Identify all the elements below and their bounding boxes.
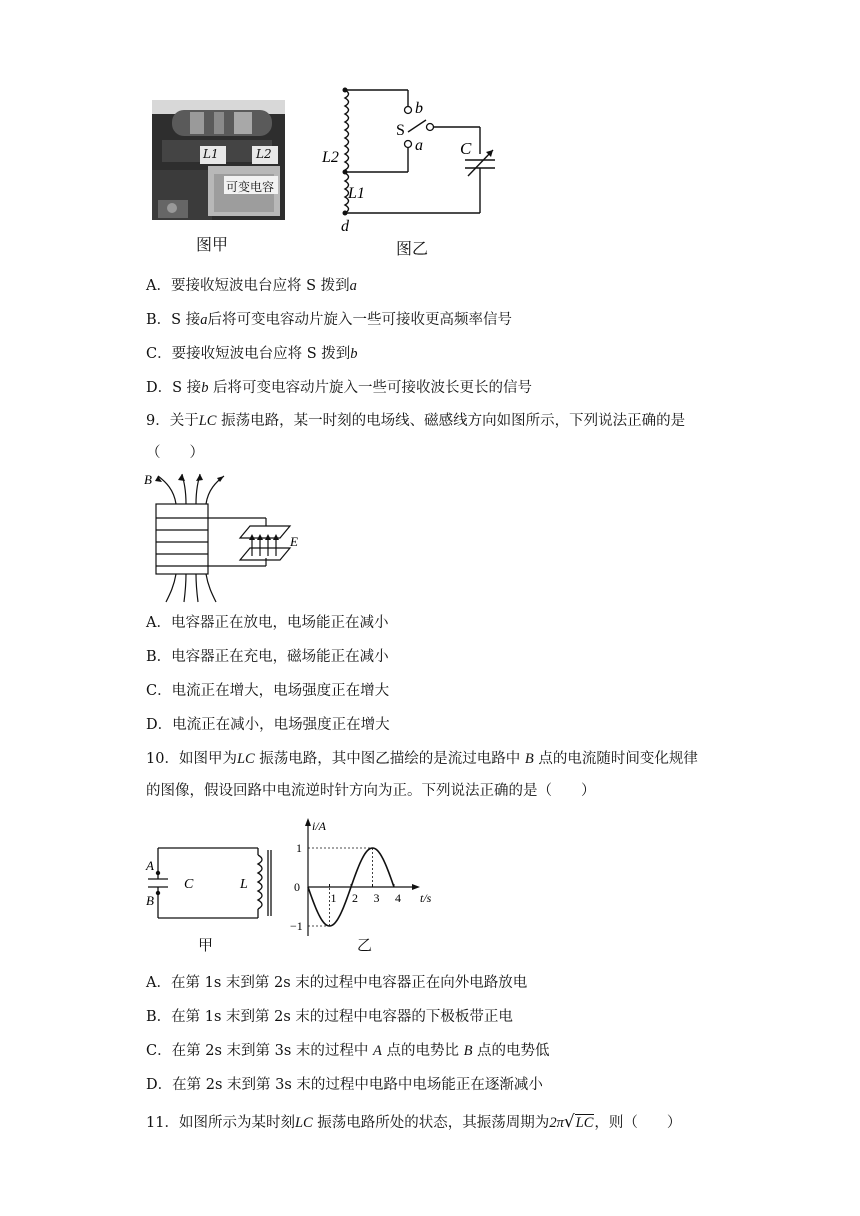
q9-number: 9．关于: [146, 413, 199, 429]
q11-number: 11．如图所示为某时刻: [146, 1115, 295, 1131]
formula-coefficient: 2π: [549, 1115, 564, 1131]
lc-circuit-caption: 甲: [198, 936, 214, 954]
q10-number: 10．如图甲为: [146, 751, 237, 767]
option-letter: D．: [146, 380, 173, 396]
option-text: 在第 2s 末到第 3s 末的过程中: [171, 1043, 373, 1059]
tuning-circuit-diagram: [310, 80, 510, 260]
q8-option-b: [146, 310, 512, 330]
q9-option-c: [146, 681, 389, 701]
y-tick-label: −1: [290, 919, 303, 933]
x-tick-label: 4: [395, 891, 401, 905]
current-time-graph: [286, 816, 446, 946]
q10-text: 振荡电路，其中图乙描绘的是流过电路中: [254, 751, 525, 767]
option-text-post: 点的电势低: [472, 1043, 550, 1059]
option-letter: C．: [146, 346, 172, 362]
label-d: d: [341, 218, 349, 235]
label-c: C: [460, 139, 472, 158]
option-text: 要接收短波电台应将 S 拨到: [170, 278, 350, 294]
option-text-post: 后将可变电容动片旋入一些可接收更高频率信号: [207, 312, 512, 328]
x-tick-label: 2: [352, 891, 358, 905]
option-text: 电流正在增大，电场强度正在增大: [171, 683, 390, 699]
label-a: A: [146, 858, 154, 873]
q8-option-c: [146, 344, 358, 364]
label-b: B: [146, 893, 154, 908]
option-var: b: [350, 346, 358, 362]
option-var: a: [349, 278, 357, 294]
q10-option-a: [146, 973, 527, 993]
q11-stem: [146, 1112, 681, 1133]
option-letter: B．: [146, 312, 172, 328]
option-letter: A．: [146, 975, 171, 991]
option-text-mid: 点的电势比: [381, 1043, 464, 1059]
x-tick-label: 3: [373, 891, 380, 905]
q10-option-c: [146, 1041, 550, 1061]
q9-stem-text: 振荡电路，某一时刻的电场线、磁感线方向如图所示，下列说法正确的是: [216, 413, 686, 429]
lc-circuit-diagram: [140, 838, 280, 928]
y-axis-label: i/A: [312, 819, 326, 833]
option-letter: D．: [146, 1077, 173, 1093]
x-axis-arrow: [412, 884, 420, 890]
x-tick-label: 0: [294, 880, 300, 894]
option-letter: B．: [146, 1009, 172, 1025]
option-text: S 接: [172, 380, 202, 396]
option-text-post: 后将可变电容动片旋入一些可接收波长更长的信号: [208, 380, 533, 396]
label-e-field: E: [290, 534, 298, 549]
q11-text-post: ，则（ ）: [594, 1115, 682, 1131]
q10-var2: B: [524, 751, 534, 767]
q11-text: 振荡电路所处的状态，其振荡周期为: [312, 1115, 550, 1131]
q9-var: LC: [198, 413, 217, 429]
option-text: 在第 1s 末到第 2s 末的过程中电容器正在向外电路放电: [170, 975, 528, 991]
y-axis-arrow: [305, 818, 311, 826]
q8-option-a: [146, 276, 357, 296]
q9-stem: [146, 411, 685, 431]
option-letter: D．: [146, 717, 173, 733]
q10-option-d: [146, 1075, 543, 1095]
circuit-caption: 图乙: [396, 239, 429, 258]
q9-option-a: [146, 613, 388, 633]
option-text: 电容器正在放电，电场能正在减小: [170, 615, 389, 631]
option-letter: C．: [146, 683, 172, 699]
q9-option-d: [146, 715, 390, 735]
photo-caption: 图甲: [196, 235, 229, 254]
graph-caption: 乙: [357, 936, 373, 954]
q11-var: LC: [294, 1115, 313, 1131]
option-text: 电容器正在充电，磁场能正在减小: [171, 649, 389, 665]
option-text: 电流正在减小，电场强度正在增大: [172, 717, 390, 733]
option-text: S 接: [171, 312, 201, 328]
option-letter: B．: [146, 649, 172, 665]
option-var: a: [200, 312, 208, 328]
label-c: C: [184, 877, 194, 892]
q9-paren: （ ）: [146, 445, 204, 461]
option-var2: B: [463, 1043, 473, 1059]
radical-sign: √: [563, 1112, 575, 1132]
photo-label-l2: L2: [256, 147, 272, 161]
option-letter: A．: [146, 615, 171, 631]
formula-radicand: LC: [575, 1115, 594, 1131]
option-var: A: [373, 1043, 382, 1059]
option-text: 在第 1s 末到第 2s 末的过程中电容器的下极板带正电: [171, 1009, 513, 1025]
photo-label-capacitor: 可变电容: [226, 180, 275, 194]
q10-option-b: [146, 1007, 513, 1027]
label-l: L: [240, 877, 248, 892]
x-axis-label: t/s: [420, 891, 432, 905]
option-text: 在第 2s 末到第 3s 末的过程中电路中电场能正在逐渐减小: [172, 1077, 543, 1093]
q10-stem-line1: [146, 749, 698, 769]
radio-photo: [152, 100, 285, 220]
option-letter: C．: [146, 1043, 172, 1059]
label-a: a: [415, 137, 423, 154]
q8-option-d: [146, 378, 532, 398]
label-s: S: [396, 122, 405, 139]
option-var: b: [201, 380, 209, 396]
label-b-field: B: [144, 472, 152, 487]
q10-stem-line2: 的图像，假设回路中电流逆时针方向为正。下列说法正确的是（ ）: [146, 783, 596, 799]
q10-text-post: 点的电流随时间变化规律: [533, 751, 698, 767]
q9-option-b: [146, 647, 389, 667]
label-l2: L2: [322, 149, 339, 166]
label-l1: L1: [348, 185, 365, 202]
q10-var: LC: [236, 751, 255, 767]
option-text: 要接收短波电台应将 S 拨到: [171, 346, 351, 362]
option-letter: A．: [146, 278, 171, 294]
label-b: b: [415, 100, 423, 117]
solenoid-capacitor-diagram: [140, 468, 310, 608]
x-tick-label: 1: [330, 891, 337, 905]
y-tick-label: 1: [296, 841, 302, 855]
photo-label-l1: L1: [203, 147, 219, 161]
period-formula: [549, 1112, 594, 1132]
